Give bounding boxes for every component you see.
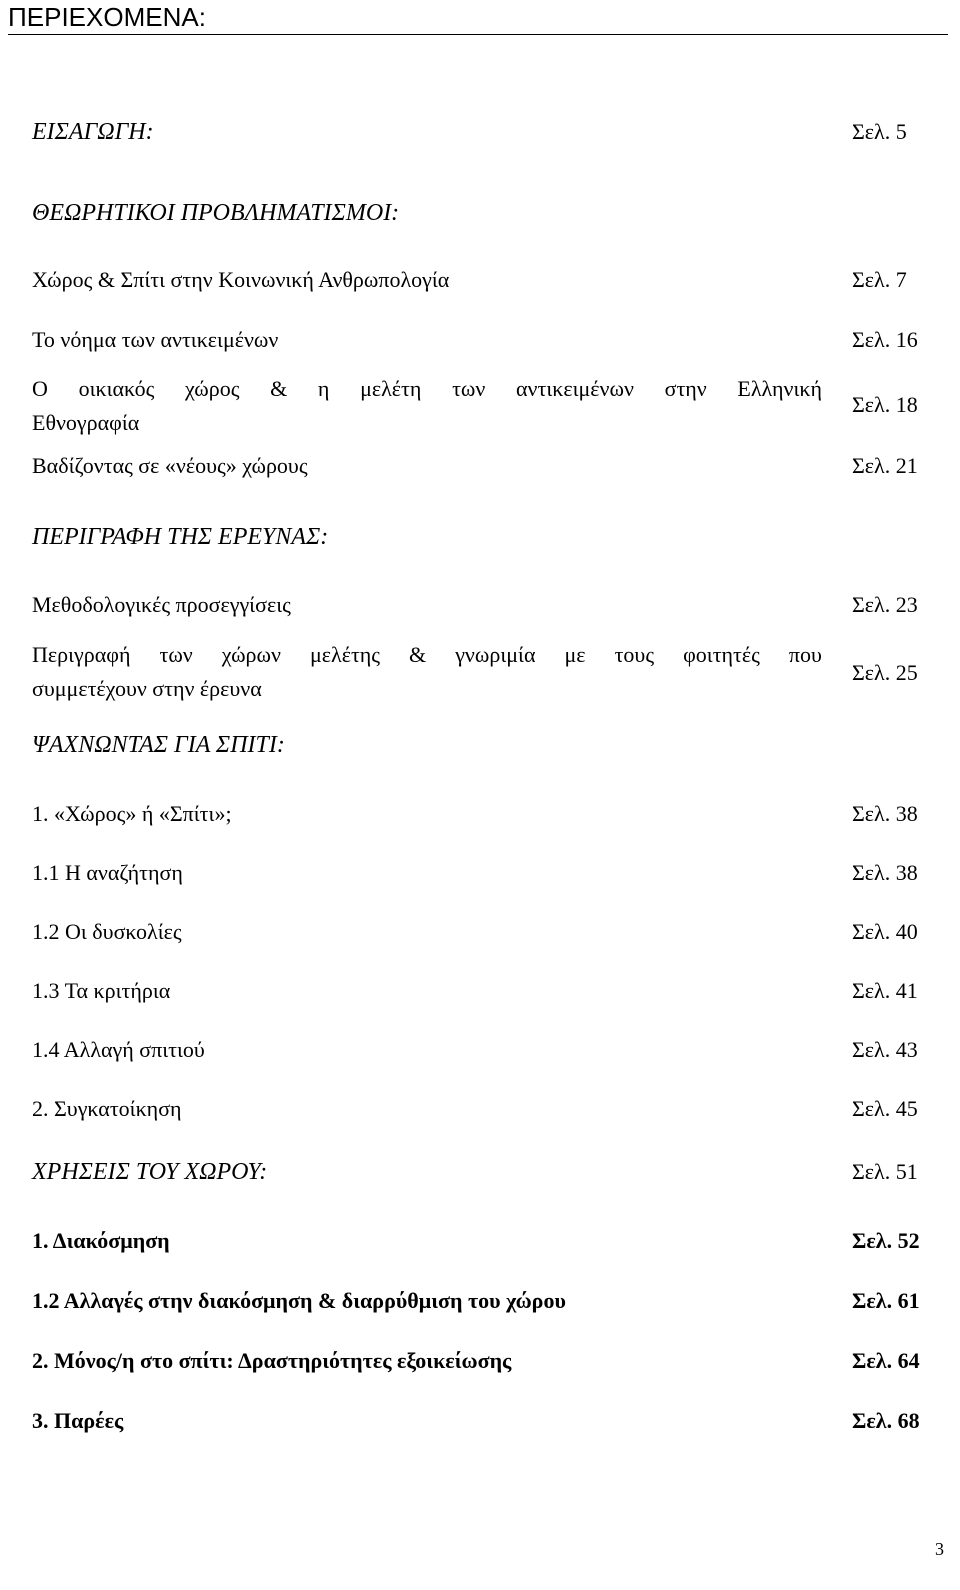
toc-entry-multiline	[32, 372, 930, 442]
entry-label-line2: συμμετέχουν στην έρευνα	[32, 676, 262, 701]
entry-label: 1.2 Αλλαγές στην διακόσμηση & διαρρύθμιση του χώρου	[32, 1288, 566, 1313]
entry-label: Βαδίζοντας σε «νέους» χώρους	[32, 453, 308, 478]
entry-page: Σελ. 38	[852, 801, 918, 826]
entry-label: 1. Διακόσμηση	[32, 1228, 170, 1253]
section-page: Σελ. 5	[852, 119, 907, 144]
entry-page: Σελ. 61	[852, 1288, 920, 1313]
page-title: ΠΕΡΙΕΧΟΜΕΝΑ:	[8, 2, 206, 32]
entry-label: 1. «Χώρος» ή «Σπίτι»;	[32, 801, 232, 826]
entry-label-line2: Εθνογραφία	[32, 410, 140, 435]
entry-label: 2. Συγκατοίκηση	[32, 1096, 182, 1121]
entry-page: Σελ. 43	[852, 1037, 918, 1062]
entry-page: Σελ. 64	[852, 1348, 920, 1373]
entry-label: Χώρος & Σπίτι στην Κοινωνική Ανθρωπολογία	[32, 267, 450, 292]
entry-page: Σελ. 18	[852, 392, 918, 417]
entry-page: Σελ. 16	[852, 327, 918, 352]
toc-entry-multiline	[32, 638, 930, 708]
entry-page: Σελ. 21	[852, 453, 918, 478]
entry-label: 1.2 Οι δυσκολίες	[32, 919, 182, 944]
entry-label: 1.1 Η αναζήτηση	[32, 860, 183, 885]
entry-label	[32, 638, 822, 706]
entry-label: 2. Μόνος/η στο σπίτι: Δραστηριότητες εξοικείωσης	[32, 1348, 512, 1373]
section-label: ΕΙΣΑΓΩΓΗ:	[32, 119, 154, 145]
entry-page: Σελ. 41	[852, 978, 918, 1003]
entry-page: Σελ. 68	[852, 1408, 920, 1433]
entry-page: Σελ. 23	[852, 592, 918, 617]
entry-page: Σελ. 52	[852, 1228, 920, 1253]
entry-label: 3. Παρέες	[32, 1408, 124, 1433]
entry-label	[32, 372, 822, 440]
page-number: 3	[935, 1539, 944, 1559]
entry-page: Σελ. 7	[852, 267, 907, 292]
section-page: Σελ. 51	[852, 1159, 918, 1184]
section-label: ΨΑΧΝΩΝΤΑΣ ΓΙΑ ΣΠΙΤΙ:	[32, 732, 285, 758]
entry-page: Σελ. 25	[852, 660, 918, 685]
entry-page: Σελ. 40	[852, 919, 918, 944]
entry-label: 1.3 Τα κριτήρια	[32, 978, 171, 1003]
title-underline	[8, 34, 948, 35]
entry-label: Το νόημα των αντικειμένων	[32, 327, 279, 352]
section-label: ΠΕΡΙΓΡΑΦΗ ΤΗΣ ΕΡΕΥΝΑΣ:	[32, 524, 329, 550]
entry-label: Μεθοδολογικές προσεγγίσεις	[32, 592, 291, 617]
entry-page: Σελ. 38	[852, 860, 918, 885]
entry-page: Σελ. 45	[852, 1096, 918, 1121]
section-label: ΧΡΗΣΕΙΣ ΤΟΥ ΧΩΡΟΥ:	[32, 1159, 268, 1185]
entry-label: 1.4 Αλλαγή σπιτιού	[32, 1037, 205, 1062]
entry-label-line1: Περιγραφή των χώρων μελέτης & γνωριμία με τους φοιτητές που	[32, 642, 822, 667]
entry-label-line1: Ο οικιακός χώρος & η μελέτη των αντικειμένων στην Ελληνική	[32, 376, 822, 401]
section-label: ΘΕΩΡΗΤΙΚΟΙ ΠΡΟΒΛΗΜΑΤΙΣΜΟΙ:	[32, 200, 400, 226]
